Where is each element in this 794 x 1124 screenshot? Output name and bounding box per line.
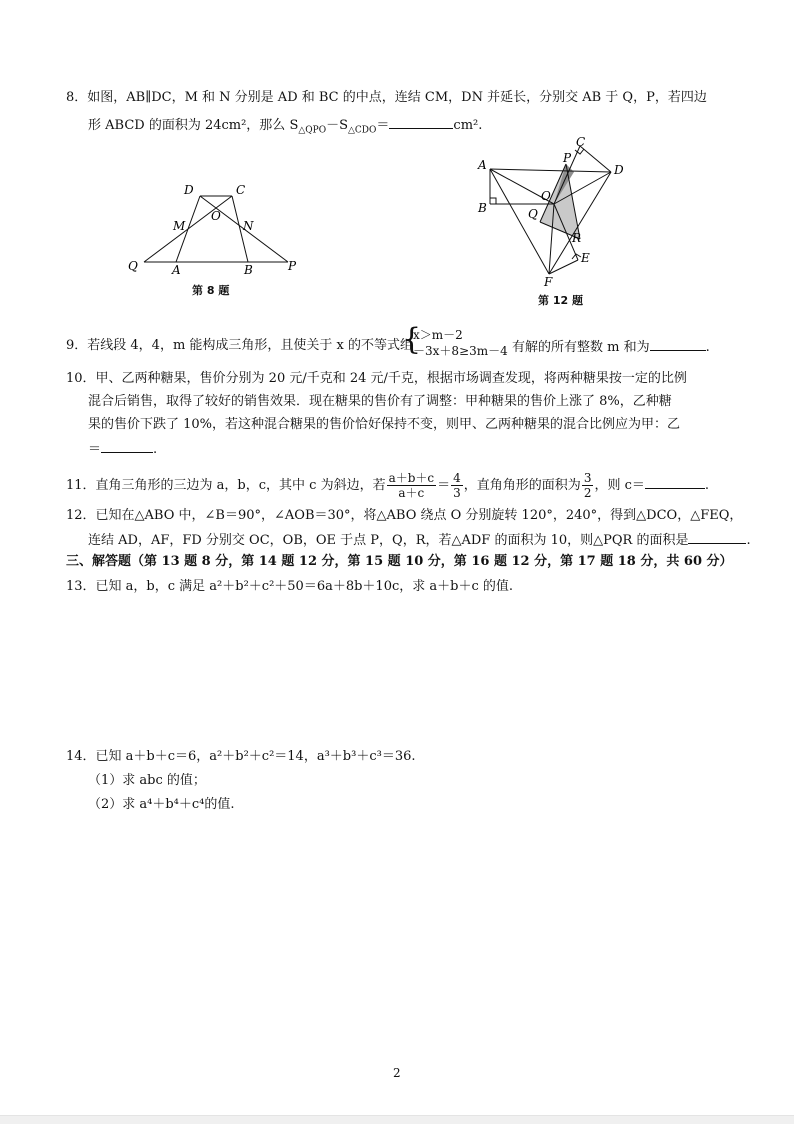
q11-text-b: ，直角角形的面积为 (463, 478, 581, 493)
fig8-label-p: P (288, 259, 297, 273)
fig8-label-d: D (184, 183, 194, 197)
fig8-label-o: O (211, 209, 221, 223)
fig12-label-p: P (563, 151, 572, 165)
q11-eq: ＝ (437, 478, 451, 493)
q14-part2: （2）求 a⁴＋b⁴＋c⁴的值. (88, 797, 235, 812)
fig12-label-d: D (614, 163, 624, 177)
q8-answer-blank[interactable] (389, 114, 453, 129)
fig8-label-q: Q (128, 259, 138, 273)
q10-line1: 10．甲、乙两种糖果，售价分别为 20 元/千克和 24 元/千克，根据市场调查发现，将两种糖果按一定的比例 (66, 371, 687, 386)
fig8-segment-cq (144, 196, 232, 262)
q8-line2 (88, 114, 482, 141)
q12-text: 连结 AD，AF，FD 分别交 OC，OB，OE 于点 P，Q，R，若△ADF 的面积为 10，则△PQR 的面积是 (88, 533, 689, 548)
q9-line-end: 有解的所有整数 m 和为 . (512, 336, 710, 358)
q8-sub1: △QPO (298, 125, 327, 136)
q9-text-a: 9．若线段 4，4，m 能构成三角形，且使关于 x 的不等式组 (66, 338, 414, 353)
q10-line2: 混合后销售，取得了较好的销售效果．现在糖果的售价有了调整：甲种糖果的售价上涨了 8%，乙种糖 (88, 394, 672, 409)
q9-brace: { (402, 322, 422, 357)
figure-12-diagram (468, 136, 632, 288)
q14-text: 14．已知 a＋b＋c＝6，a²＋b²＋c²＝14，a³＋b³＋c³＝36. (66, 749, 416, 764)
q8-line1: 8．如图，AB∥DC，M 和 N 分别是 AD 和 BC 的中点，连结 CM，DN 并延长，分别交 AB 于 Q，P，若四边 (66, 90, 707, 105)
fig12-label-e: E (581, 251, 590, 265)
figure-8-diagram (120, 180, 310, 280)
fig12-label-o: O (541, 189, 551, 203)
fig12-right-angle-b (490, 198, 496, 204)
section-3-heading: 三、解答题（第 13 题 8 分，第 14 题 12 分，第 15 题 10 分，第 16 题 12 分，第 17 题 18 分，共 60 分） (66, 554, 733, 569)
fig12-label-r: R (572, 231, 582, 245)
q10-answer-blank[interactable] (101, 438, 153, 453)
q10-line3: 果的售价下跌了 10%，若这种混合糖果的售价恰好保持不变，则甲、乙两种糖果的混合比例应为甲：乙 (88, 417, 681, 432)
q9-inequality-1: x＞m－2 (413, 328, 463, 342)
q8-minus: －S (326, 118, 348, 133)
fig8-label-b: B (244, 263, 253, 277)
fig12-label-b: B (478, 201, 487, 215)
q12-line2: 连结 AD，AF，FD 分别交 OC，OB，OE 于点 P，Q，R，若△ADF 的面积为 10，则△PQR 的面积是 . (88, 529, 751, 551)
fig12-label-a: A (478, 158, 487, 172)
fig12-label-f: F (544, 275, 553, 288)
q11-frac3-den: 2 (583, 486, 592, 500)
q14-part1: （1）求 abc 的值； (88, 773, 206, 788)
q11-fraction-3 (582, 471, 594, 500)
page-number: 2 (393, 1066, 401, 1080)
fig12-segment-cd (580, 146, 611, 172)
q10-line4: ＝ . (88, 438, 157, 460)
q10-eq: ＝ (88, 442, 102, 457)
fig12-segment-ad (490, 169, 611, 172)
q12-answer-blank[interactable] (688, 529, 746, 544)
q8-text: 形 ABCD 的面积为 24cm²，那么 S (88, 118, 299, 133)
q8-unit: cm². (453, 118, 483, 133)
fig8-label-a: A (172, 263, 181, 277)
q11-fraction-2 (451, 471, 463, 500)
q11-frac1-den: a＋c (398, 486, 425, 500)
q11-line: 11．直角三角形的三边为 a，b，c，其中 c 为斜边，若 $\frac{a+b+c}{a+c}$ ＝ $\frac{4}{3}$ ，直角角形的面积为 $\frac{3}{2}$ ，则 c＝ . (66, 471, 710, 500)
fig12-label-q: Q (528, 207, 538, 221)
q13-text: 13．已知 a，b，c 满足 a²＋b²＋c²＋50＝6a＋8b＋10c，求 a＋b＋c 的值. (66, 579, 514, 594)
q9-inequality-system (413, 327, 508, 359)
q11-answer-blank[interactable] (645, 474, 705, 489)
q11-text-c: ，则 c＝ (594, 478, 645, 493)
fig8-label-n: N (243, 219, 254, 233)
q12-line1: 12．已知在△ABO 中，∠B＝90°，∠AOB＝30°，将△ABO 绕点 O 分别旋转 120°，240°，得到△DCO，△FEQ， (66, 508, 743, 523)
q11-text-a: 11．直角三角形的三边为 a，b，c，其中 c 为斜边，若 (66, 478, 386, 493)
q9-answer-blank[interactable] (650, 336, 706, 351)
q9-text-b: 有解的所有整数 m 和为 (512, 340, 650, 355)
fig8-label-c: C (236, 183, 246, 197)
q11-frac3-num: 3 (583, 471, 592, 485)
figure-8-caption: 第 8 题 (192, 284, 230, 297)
q9-inequality-2: －3x＋8≥3m－4 (413, 344, 508, 358)
q8-sub2: △CDO (348, 125, 377, 136)
q11-frac1-num: a＋b＋c (388, 471, 435, 485)
figure-12-caption: 第 12 题 (538, 294, 583, 307)
q11-frac2-num: 4 (453, 471, 461, 485)
q11-fraction-1 (387, 471, 437, 500)
q11-frac2-den: 3 (453, 486, 461, 500)
q8-eq: ＝ (376, 118, 390, 133)
fig12-label-c: C (576, 136, 586, 149)
fig8-label-m: M (173, 219, 186, 233)
